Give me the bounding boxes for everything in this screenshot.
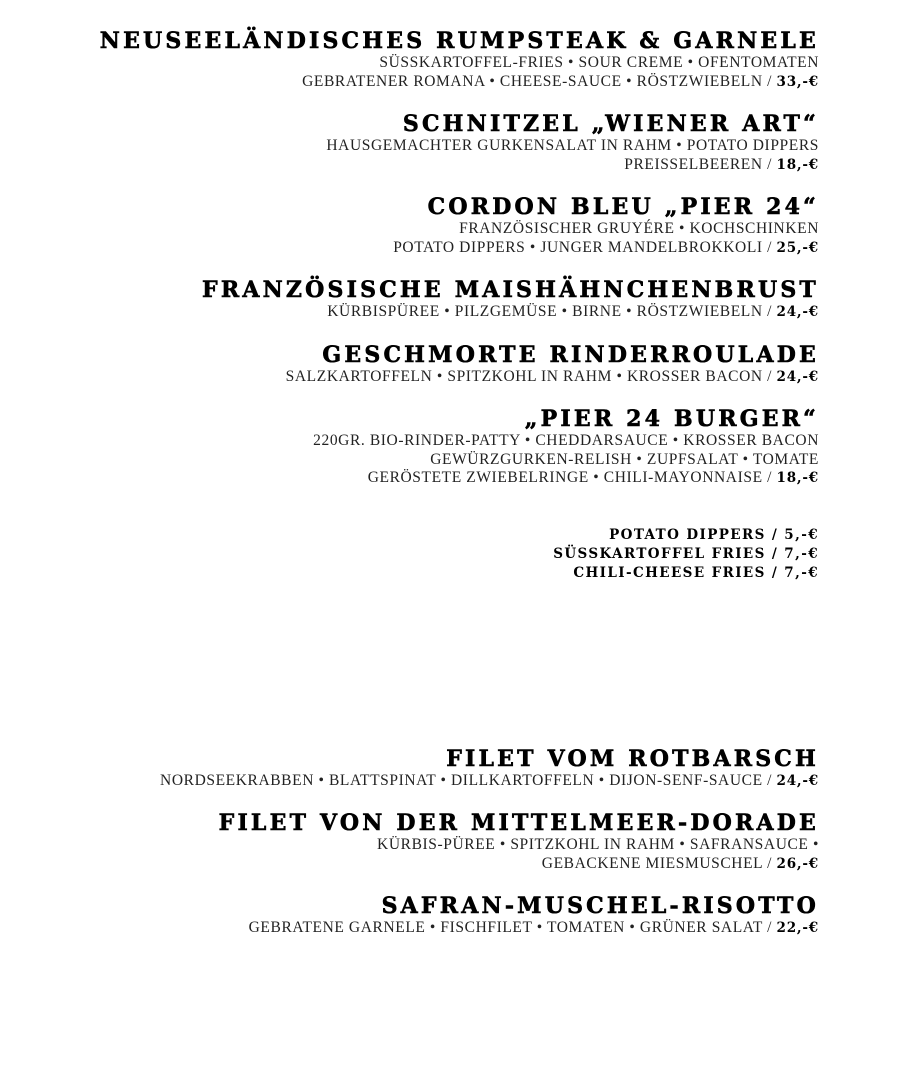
dish-price: 26,-€	[776, 855, 819, 872]
dish-description: SÜSSKARTOFFEL-FRIES • SOUR CREME • OFENTOMATEN	[379, 54, 819, 71]
dish-title: SAFRAN-MUSCHEL-RISOTTO	[381, 893, 819, 919]
dish-price: 25,-€	[776, 239, 819, 256]
dish-rotbarsch	[59, 746, 819, 791]
dish-description: KÜRBISPÜREE • PILZGEMÜSE • BIRNE • RÖSTZWIEBELN / 24,-€	[327, 303, 819, 320]
dish-description: POTATO DIPPERS • JUNGER MANDELBROKKOLI / 25,-€	[393, 238, 819, 256]
dish-maishaehnchen	[59, 277, 819, 322]
dish-price: 22,-€	[776, 920, 819, 936]
dish-description: PREISSELBEEREN / 18,-€	[624, 155, 819, 173]
dish-description: GEBACKENE MIESMUSCHEL / 26,-€	[541, 854, 819, 872]
dish-title: FRANZÖSISCHE MAISHÄHNCHENBRUST	[202, 277, 819, 303]
dish-risotto	[59, 893, 819, 938]
dish-price: 33,-€	[776, 73, 819, 90]
dish-description: FRANZÖSISCHER GRUYÉRE • KOCHSCHINKEN	[459, 220, 819, 237]
dish-price: 24,-€	[776, 368, 819, 385]
dish-description: 220GR. BIO-RINDER-PATTY • CHEDDARSAUCE • KROSSER BACON	[313, 432, 819, 449]
dish-title: FILET VON DER MITTELMEER-DORADE	[218, 810, 819, 836]
dish-price: 24,-€	[776, 772, 819, 789]
dish-description: KÜRBIS-PÜREE • SPITZKOHL IN RAHM • SAFRANSAUCE •	[377, 836, 819, 853]
dish-title: SCHNITZEL „WIENER ART“	[402, 111, 819, 137]
side-item: SÜSSKARTOFFEL FRIES / 7,-€	[553, 545, 819, 562]
dish-title: CORDON BLEU „PIER 24“	[427, 194, 819, 220]
side-dishes	[59, 526, 819, 583]
dish-burger	[59, 406, 819, 488]
dish-price: 24,-€	[776, 304, 819, 320]
dish-dorade	[59, 810, 819, 873]
dish-description: GEBRATENER ROMANA • CHEESE-SAUCE • RÖSTZWIEBELN / 33,-€	[302, 72, 819, 90]
dish-price: 18,-€	[776, 156, 819, 173]
dish-description: NORDSEEKRABBEN • BLATTSPINAT • DILLKARTOFFELN • DIJON-SENF-SAUCE / 24,-€	[160, 771, 819, 789]
dish-title: FILET VOM ROTBARSCH	[446, 745, 819, 772]
dish-title: GESCHMORTE RINDERROULADE	[322, 341, 819, 368]
dish-cordon-bleu	[59, 194, 819, 257]
dish-title: NEUSEELÄNDISCHES RUMPSTEAK & GARNELE	[99, 28, 819, 54]
dish-price: 18,-€	[776, 470, 819, 486]
dish-description: GERÖSTETE ZWIEBELRINGE • CHILI-MAYONNAISE / 18,-€	[367, 469, 819, 486]
dish-description: SALZKARTOFFELN • SPITZKOHL IN RAHM • KROSSER BACON / 24,-€	[285, 367, 819, 385]
dish-description: HAUSGEMACHTER GURKENSALAT IN RAHM • POTATO DIPPERS	[326, 137, 819, 154]
dish-rumpsteak	[59, 28, 819, 91]
dish-rinderroulade	[59, 342, 819, 387]
side-item: POTATO DIPPERS / 5,-€	[609, 526, 819, 543]
dish-description: GEBRATENE GARNELE • FISCHFILET • TOMATEN • GRÜNER SALAT / 22,-€	[248, 919, 819, 936]
menu	[59, 28, 819, 938]
dish-description: GEWÜRZGURKEN-RELISH • ZUPFSALAT • TOMATE	[430, 450, 819, 468]
dish-title: „PIER 24 BURGER“	[524, 406, 819, 432]
dish-schnitzel	[59, 111, 819, 174]
side-item: CHILI-CHEESE FRIES / 7,-€	[573, 564, 819, 581]
